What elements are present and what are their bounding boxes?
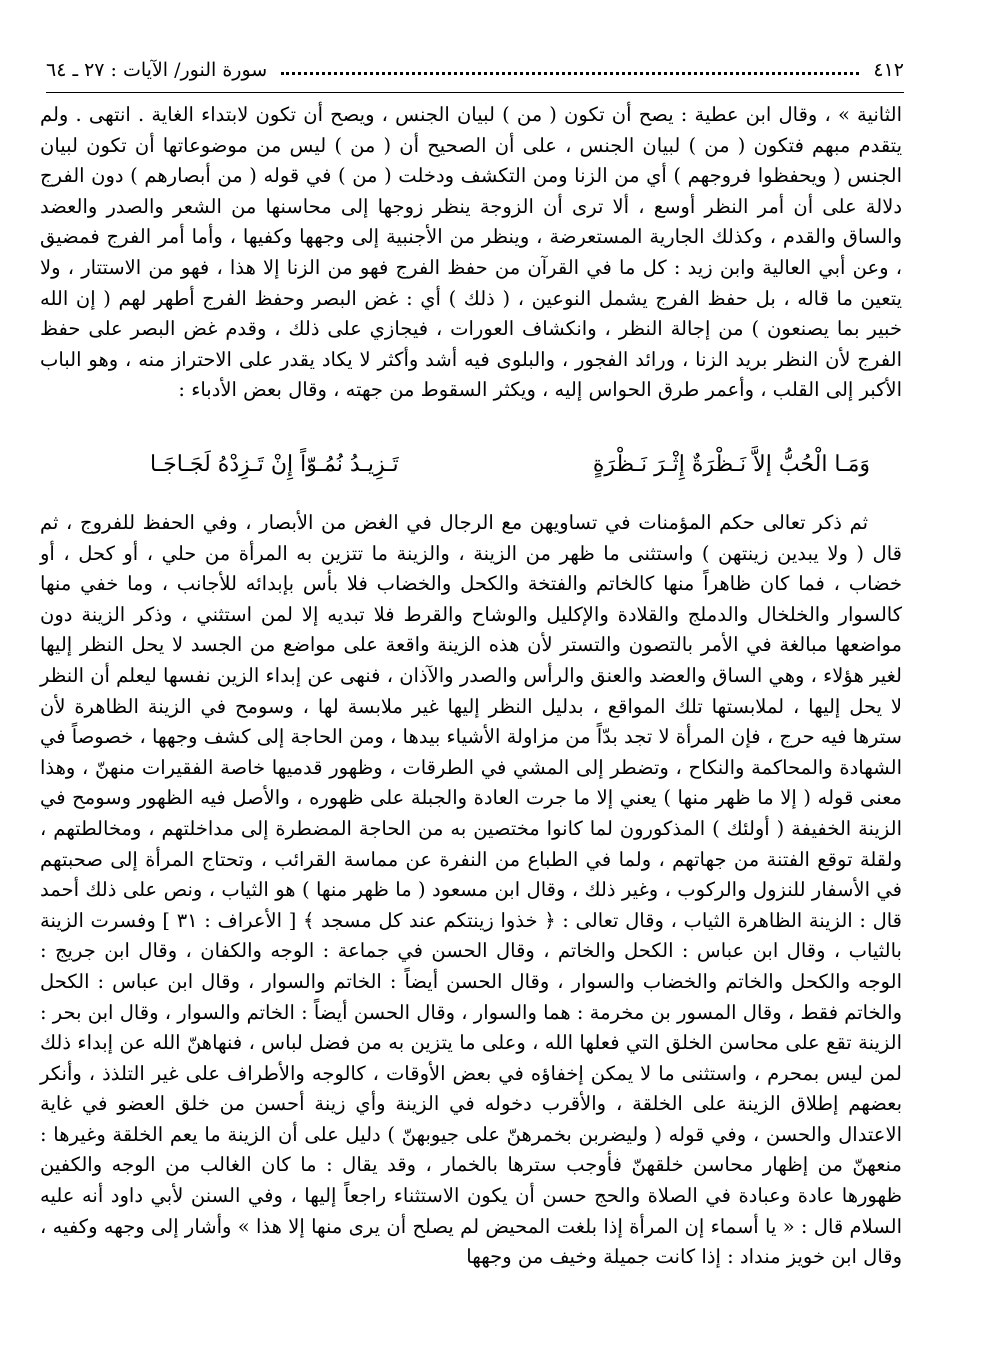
- verse-left-hemistich: تَـزِيـدُ نُمُـوّاً إِنْ تَـزِدْهُ لَجَـاجَـا: [150, 451, 399, 477]
- page-number: ٤١٢: [873, 59, 904, 81]
- poetry-verse: [150, 444, 870, 484]
- paragraph-1: الثانية » ، وقال ابن عطية : يصح أن تكون ( من ) لبيان الجنس ، ويصح أن تكون لابتداء الغاية . انتهى . ولم يتقدم مبهم فتكون ( من ) لبيان الجنس ، على أن الصحيح أن ( من ) ليس من موضوعاتها أن تكون لبيان الجنس ( ويحفظوا فروجهم ) أي من الزنا ومن التكشف ودخلت ( من ) في قوله ( من أبصارهم ) دون الفرج دلالة على أن أمر النظر أوسع ، ألا ترى أن الزوجة ينظر زوجها إلى محاسنها من الشعر والصدر والعضد والساق والقدم ، وكذلك الجارية المستعرضة ، وينظر من الأجنبية إلى وجهها وكفيها ، وأما أمر الفرج فمضيق ، وعن أبي العالية وابن زيد : كل ما في القرآن من حفظ الفرج فهو من الزنا إلا هذا ، فهو من الاستتار ، ولا يتعين ما قاله ، بل حفظ الفرج يشمل النوعين ، ( ذلك ) أي : غض البصر وحفظ الفرج أطهر لهم ( إن الله خبير بما يصنعون ) من إجالة النظر ، وانكشاف العورات ، فيجازي على ذلك ، وقدم غض البصر على حفظ الفرج لأن النظر بريد الزنا ، ورائد الفجور ، والبلوى فيه أشد وأكثر لا يكاد يقدر على الاحتراز منه ، وهو الباب الأكبر إلى القلب ، وأعمر طرق الحواس إليه ، ويكثر السقوط من جهته ، وقال بعض الأدباء :: [40, 103, 902, 402]
- paragraph-2: ثم ذكر تعالى حكم المؤمنات في تساويهن مع الرجال في الغض من الأبصار ، وفي الحفظ للفروج ، ثم قال ( ولا يبدين زينتهن ) واستثنى ما ظهر من الزينة ، والزينة ما تتزين به المرأة من حلي ، أو كحل ، أو خضاب ، فما كان ظاهراً منها كالخاتم والفتخة والكحل والخضاب فلا بأس بإبدائه للأجانب ، وما خفي منها كالسوار والخلخال والدملج والقلادة والإكليل والوشاح والقرط فلا تبديه إلا لمن استثني ، وذكر الزينة دون مواضعها مبالغة في الأمر بالتصون والتستر لأن هذه الزينة واقعة على مواضع من الجسد لا يحل النظر إليها لغير هؤلاء ، وهي الساق والعضد والعنق والرأس والصدر والآذان ، فنهى عن إبداء الزين نفسها ليعلم أن النظر لا يحل إليها ، لملابستها تلك المواقع ، بدليل النظر إليها غير ملابسة لها ، وسومح في الزينة الظاهرة لأن سترها فيه حرج ، فإن المرأة لا تجد بدّاً من مزاولة الأشياء بيدها ، ومن الحاجة إلى كشف وجهها ، خصوصاً في الشهادة والمحاكمة والنكاح ، وتضطر إلى المشي في الطرقات ، وظهور قدميها خاصة الفقيرات منهنّ ، وهذا معنى قوله ( إلا ما ظهر منها ) يعني إلا ما جرت العادة والجبلة على ظهوره ، والأصل فيه الظهور وسومح في الزينة الخفيفة ( أولئك ) المذكورون لما كانوا مختصين به من الحاجة المضطرة إلى مداخلتهم ، ومخالطتهم ، ولقلة توقع الفتنة من جهاتهم ، ولما في الطباع من النفرة عن مماسة القرائب ، وتحتاج المرأة إلى صحبتهم في الأسفار للنزول والركوب ، وغير ذلك ، وقال ابن مسعود ( ما ظهر منها ) هو الثياب ، ونص على ذلك أحمد قال : الزينة الظاهرة الثياب ، وقال تعالى : ﴿ خذوا زينتكم عند كل مسجد ﴾ [ الأعراف : ٣١ ] وفسرت الزينة بالثياب ، وقال ابن عباس : الكحل والخاتم ، وقال الحسن في جماعة : الوجه والكفان ، وقال ابن جريج : الوجه والكحل والخاتم والخضاب والسوار ، وقال الحسن أيضاً : الخاتم والسوار ، وقال ابن عباس : الكحل والخاتم فقط ، وقال المسور بن مخرمة : هما والسوار ، وقال الحسن أيضاً : الخاتم والسوار ، وقال ابن بحر : الزينة تقع على محاسن الخلق التي فعلها الله ، وعلى ما يتزين به من فضل لباس ، فنهاهنّ الله عن إبداء ذلك لمن ليس بمحرم ، واستثنى ما لا يمكن إخفاؤه في بعض الأوقات ، كالوجه والأطراف على غير التلذذ ، وأنكر بعضهم إطلاق الزينة على الخلقة ، والأقرب دخوله في الزينة وأي زينة أحسن من خلق العضو في غاية الاعتدال والحسن ، وفي قوله ( وليضربن بخمرهنّ على جيوبهنّ ) دليل على أن الزينة ما يعم الخلقة وغيرها : منعهنّ من إظهار محاسن خلقهنّ فأوجب سترها بالخمار ، وقد يقال : ما كان الغالب من الوجه والكفين ظهورها عادة وعبادة في الصلاة والحج حسن أن يكون الاستثناء راجعاً إليها ، وفي السنن لأبي داود أنه عليه السلام قال : « يا أسماء إن المرأة إذا بلغت المحيض لم يصلح أن يرى منها إلا هذا » وأشار إلى وجهه وكفيه ، وقال ابن خويز منداد : إذا كانت جميلة وخيف من وجهها: [40, 511, 902, 1269]
- header-rule: [46, 92, 904, 93]
- dotted-leader: [281, 72, 859, 75]
- verse-right-hemistich: وَمَـا الْحُبُّ إلاَّ نَـظْرَةٌ إِثْـرَ نَـظْرَةٍ: [592, 451, 870, 477]
- running-title: سورة النور/ الآيات : ٢٧ ـ ٦٤: [46, 59, 268, 81]
- page-header: [46, 52, 904, 88]
